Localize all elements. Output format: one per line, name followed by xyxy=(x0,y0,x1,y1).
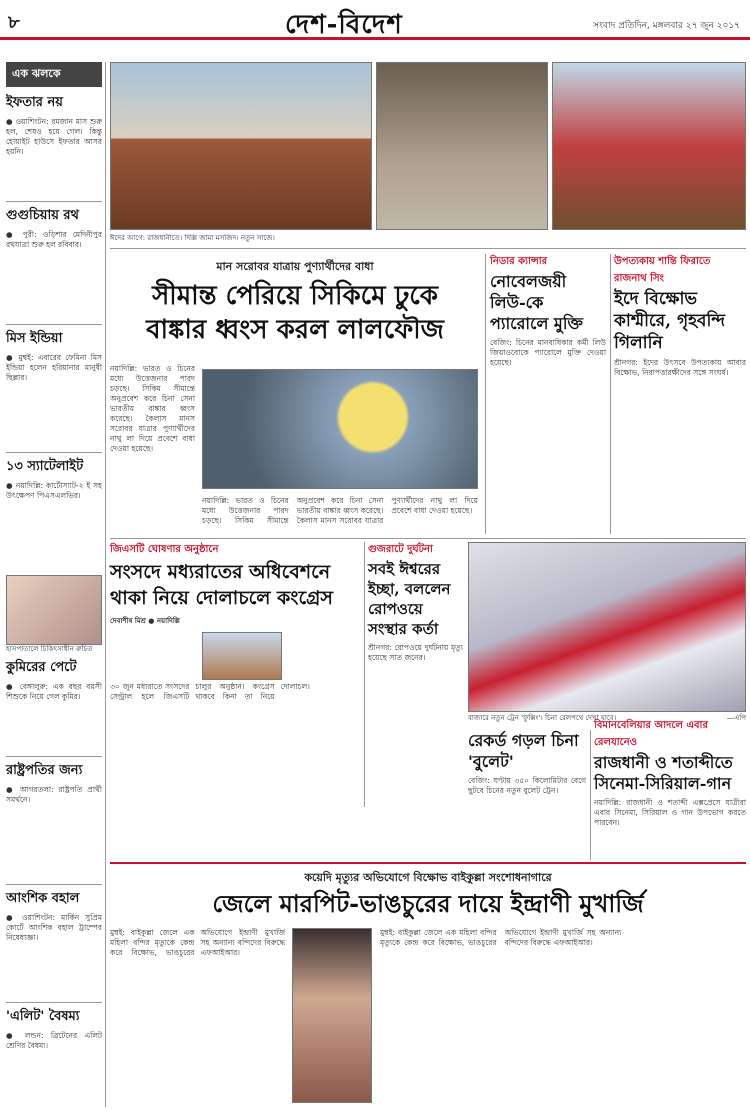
masthead xyxy=(0,0,750,40)
section-title: দেশ-বিদেশ xyxy=(285,10,403,40)
story-body: শ্রীনগর: ইদের উৎসবে উপত্যকায় আবার বিক্ষোভ, নিরাপত্তারক্ষীদের সঙ্গে সংঘর্ষ। xyxy=(614,358,746,377)
story-headline: নোবেলজয়ী লিউ-কে প্যারোলে মুক্তি xyxy=(490,272,583,333)
brief-title: কুমিরের পেটে xyxy=(6,660,77,675)
story-headline: সবই ঈশ্বরের ইচ্ছা, বললেন রোপওয়ে সংস্থার কর্তা xyxy=(368,560,451,638)
brief-item xyxy=(6,457,102,571)
story-kicker: বিমানবেলিয়ার আদলে এবার রেলযানেও xyxy=(594,720,708,748)
story-kicker: উপত্যকায় শান্তি ফিরাতে রাজনাথ সিং xyxy=(614,256,711,284)
story-kicker: মান সরোবর যাত্রায় পুণ্যার্থীদের বাধা xyxy=(216,260,374,273)
eid-crowd-photo xyxy=(552,62,746,230)
brief-item xyxy=(6,761,102,880)
story-headline: সংসদে মধ্যরাতের অধিবেশনে থাকা নিয়ে দোলাচলে কংগ্রেস xyxy=(110,561,333,609)
story-kicker: গুজরাটে দুর্ঘটনা xyxy=(368,544,433,555)
brief-text: ● আগরতলা: রাষ্ট্রপতি প্রার্থী সমর্থনে। xyxy=(6,785,102,804)
top-photo-caption: ঈদের আগে: রাজধানীতে। দিল্লি জামা মসজিদ। নতুন সাজে। xyxy=(110,234,275,242)
story-body: নয়াদিল্লি: ভারত ও চিনের মধ্যে উত্তেজনার পারদ চড়ছে। সিকিম সীমান্তে অনুপ্রবেশ করে চিনা সেনা ভারতীয় বাঙ্কার ধ্বংস করেছে। কৈলাস মানস সরোবর যাত্রার পুণ্যার্থীদের নাথু লা দিয়ে প্রবেশে বাধা দেওয়া হয়েছে। xyxy=(110,364,195,453)
parliament-photo xyxy=(202,632,282,680)
brief-item xyxy=(6,889,102,998)
photo-credit: —এপি xyxy=(726,714,746,722)
brief-text: ● নয়াদিল্লি: কার্টোস্যাট-২ ই সহ উৎক্ষেপণ পিএসএলভির। xyxy=(6,481,102,500)
dateline: সংবাদ প্রতিদিন, মঙ্গলবার ২৭ জুন ২০১৭ xyxy=(593,21,740,31)
story-headline: রাজধানী ও শতাব্দীতে সিনেমা-সিরিয়াল-গান xyxy=(594,753,733,793)
headline-line1: সীমান্ত পেরিয়ে সিকিমে ঢুকে xyxy=(152,281,438,311)
brief-text: ● লন্ডন: ব্রিটেনের এলিট শ্রেণির বৈষম্য। xyxy=(6,1031,102,1050)
photo-caption: হাসপাতালে চিকিৎসাধীন রুচিত xyxy=(6,645,93,653)
story-body: বেজিং: ঘণ্টায় ৩৫০ কিলোমিটার বেগে ছুটবে চিনের নতুন বুলেট ট্রেন। xyxy=(468,776,586,795)
story-body: বেজিং: চিনের মানবাধিকার কর্মী লিউ জিয়াওবোকে প্যারোলে মুক্তি দেওয়া হয়েছে। xyxy=(490,338,606,367)
sidebar-header: এক ঝলকে xyxy=(6,62,102,87)
story-headline: জেলে মারপিট-ভাঙচুরের দায়ে ইন্দ্রাণী মুখার্জি xyxy=(212,889,644,918)
brief-text: ● ওয়াশিংটন: রমজান মাস শুরু হল, শেষও হয়ে গেল। কিন্তু হোয়াইট হাউসে ইফতার আসর হয়নি। xyxy=(6,117,102,156)
brief-item xyxy=(6,329,102,448)
byline: দেবাশীষ মিশ্র ● নয়াদিল্লি xyxy=(110,617,180,625)
story-body: নয়াদিল্লি: রাজধানী ও শতাব্দী এক্সপ্রেসে যাত্রীরা এবার সিনেমা, সিরিয়াল ও গান উপভোগ করতে পারবেন। xyxy=(594,798,746,827)
brief-text: ● মুম্বই: এবারের ফেমিনা মিস ইন্ডিয়া হলেন হরিয়ানার মানুষী ছিল্লার। xyxy=(6,353,102,382)
brief-text: ● পুরী: ওড়িশার মেদিনীপুর রথযাত্রা শুরু হল রবিবার। xyxy=(6,230,102,249)
story-body: মুম্বই: বাইকুল্লা জেলে এক মহিলা বন্দির মৃত্যুকে কেন্দ্র করে বিক্ষোভ, ভাঙচুরের অভিযোগে ইন্দ্রাণী মুখার্জি সহ অন্যান্য বন্দিদের বিরুদ্ধে এফআইআর। xyxy=(110,928,285,957)
story-kicker: জিএসটি ঘোষণার অনুষ্ঠানে xyxy=(110,544,219,555)
page-number: ৮ xyxy=(8,12,20,33)
story-rajdhani xyxy=(594,718,746,858)
story-congress xyxy=(110,542,360,807)
children-prayer-photo xyxy=(376,62,548,230)
story-kicker: কয়েদি মৃত্যুর অভিযোগে বিক্ষোভ বাইকুল্লা সংশোধনাগারে xyxy=(304,871,552,884)
brief-title: ইফতার নয় xyxy=(6,95,63,110)
brief-title: গুগুচিয়ায় রথ xyxy=(6,208,79,223)
story-body: ৩০ জুন মধ্যরাতে সংসদের সেন্ট্রাল হলে জিএসটি চালুর অনুষ্ঠান। কংগ্রেস থাকবে কিনা তা নিয়ে দোলাচল। xyxy=(110,682,310,701)
indrani-photo xyxy=(292,928,372,1103)
story-ropeway xyxy=(368,542,463,807)
brief-item xyxy=(6,93,102,197)
brief-item xyxy=(6,1007,102,1091)
story-kashmir xyxy=(614,254,746,534)
mosque-photo xyxy=(110,62,372,230)
story-body-cont: মুম্বই: বাইকুল্লা জেলে এক মহিলা বন্দির মৃত্যুকে কেন্দ্র করে বিক্ষোভ, ভাঙচুরের অভিযোগে ইন্দ্রাণী মুখার্জি সহ অন্যান্য বন্দিদের বিরুদ্ধে এফআইআর। xyxy=(380,928,622,947)
brief-title: ১৩ স্যাটেলাইট xyxy=(6,459,84,474)
story-liu xyxy=(490,254,606,534)
bullet-train-photo xyxy=(468,542,746,712)
story-bullet-record xyxy=(468,730,586,860)
mountain-photo xyxy=(202,369,478,489)
headline-line2: বাঙ্কার ধ্বংস করল লালফৌজ xyxy=(146,315,444,345)
brief-title: রাষ্ট্রপতির জন্য xyxy=(6,763,83,778)
story-kicker: নিডার ক্যান্সার xyxy=(490,256,548,267)
brief-item xyxy=(6,206,102,320)
story-headline: রেকর্ড গড়ল চিনা 'বুলেট' xyxy=(468,731,579,771)
brief-item xyxy=(6,658,102,752)
train-caption: বাজারে নতুন ট্রেন 'ফুক্সিং'। চিনা রেলপথে দেখা যাবে। xyxy=(468,714,617,722)
patient-photo xyxy=(6,575,102,645)
brief-title: মিস ইন্ডিয়া xyxy=(6,331,63,346)
story-headline: ইদে বিক্ষোভ কাশ্মীরে, গৃহবন্দি গিলানি xyxy=(614,289,725,353)
brief-title: আংশিক বহাল xyxy=(6,891,80,906)
story-body-cont: নয়াদিল্লি: ভারত ও চিনের মধ্যে উত্তেজনার পারদ চড়ছে। সিকিম সীমান্তে অনুপ্রবেশ করে চিনা সেনা ভারতীয় বাঙ্কার ধ্বংস করেছে। কৈলাস মানস সরোবর যাত্রার পুণ্যার্থীদের নাথু লা দিয়ে প্রবেশে বাধা দেওয়া হয়েছে। xyxy=(202,496,478,525)
brief-title: 'এলিট' বৈষম্য xyxy=(6,1009,80,1024)
brief-text: ● ওয়াশিংটন: মার্কিন সুপ্রিম কোর্টে আংশিক বহাল ট্রাম্পের নিষেধাজ্ঞা। xyxy=(6,913,102,942)
story-indrani xyxy=(110,866,746,1111)
brief-text: ● বেঙ্গালুরু: এক বছর বয়সী শিশুকে নিয়ে গেল কুমির। xyxy=(6,682,102,701)
sidebar-briefs xyxy=(6,62,102,1112)
story-body: শ্রীনগর: রোপওয়ে দুর্ঘটনায় মৃত্যু হয়েছে সাত জনের। xyxy=(368,643,463,662)
